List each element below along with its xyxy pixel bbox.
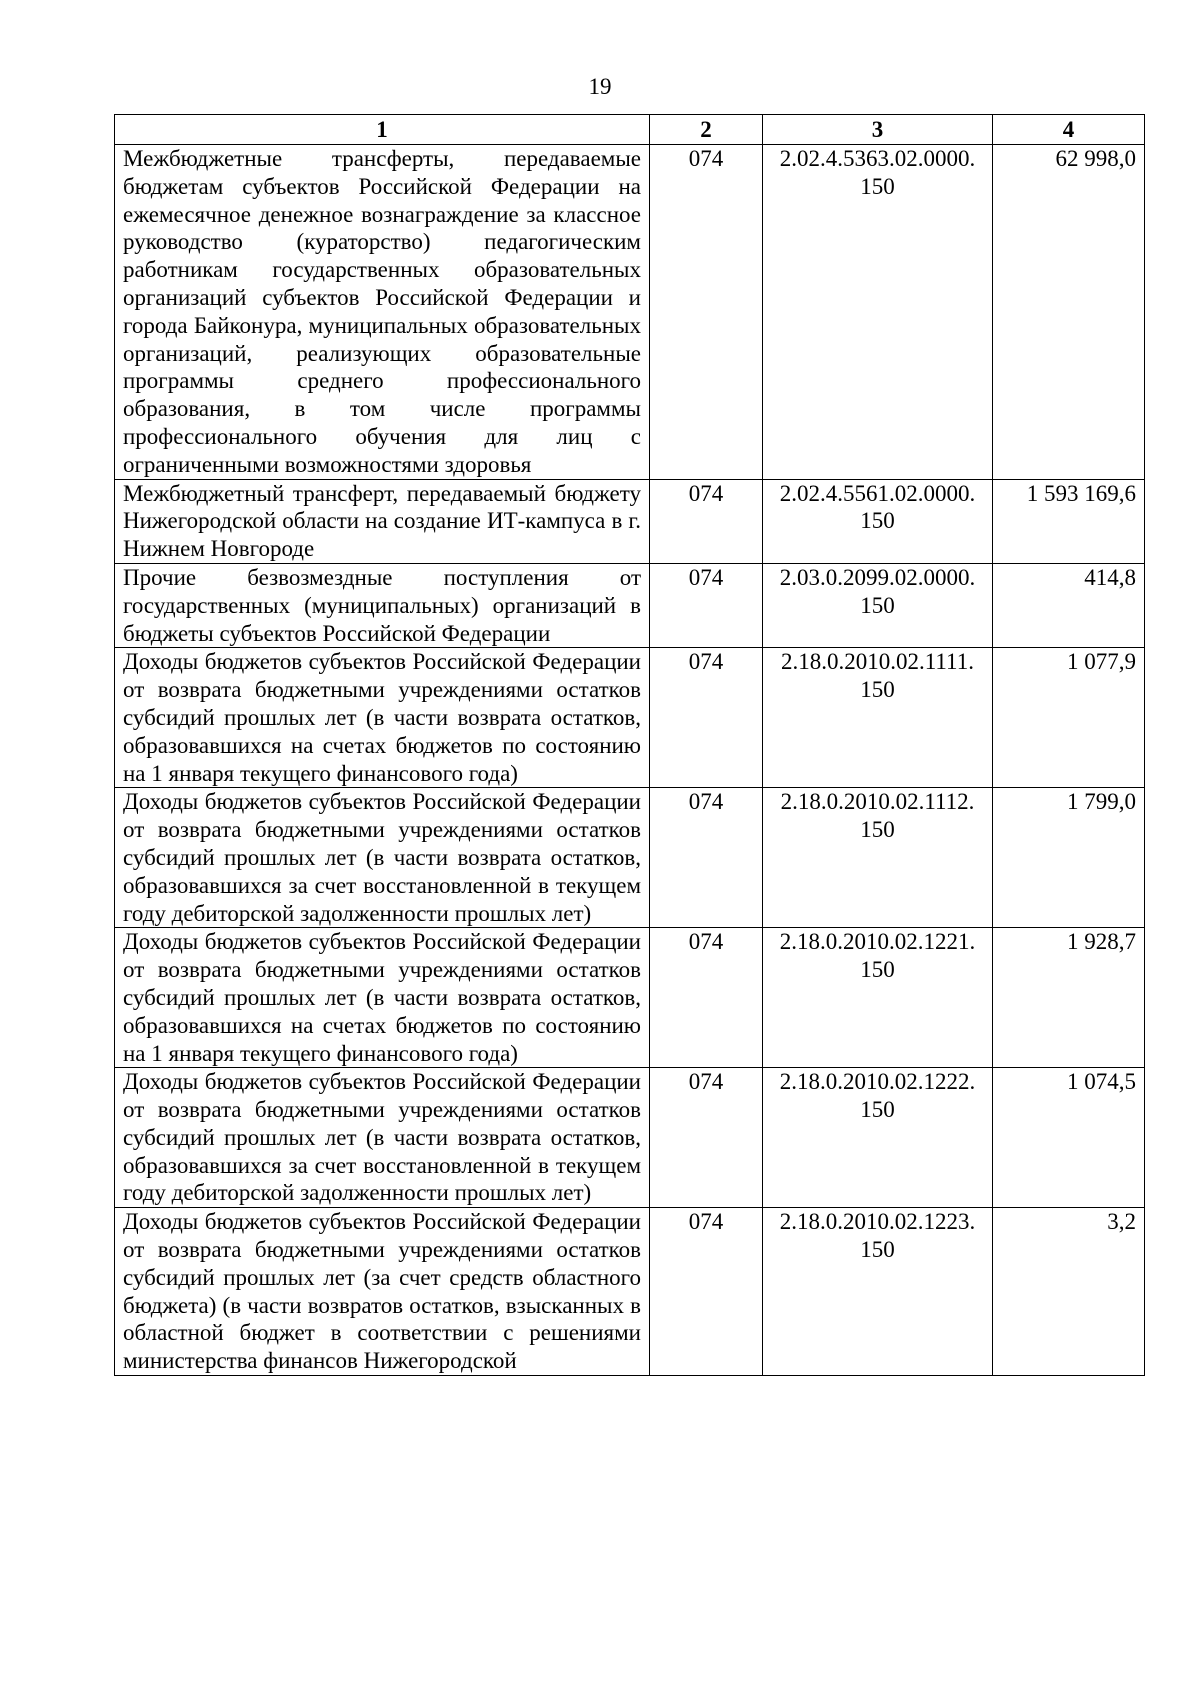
revenue-code-suffix: 150 [860,173,895,199]
table-row [115,788,1145,928]
page-number: 19 [588,74,612,99]
revenue-code-suffix: 150 [860,817,895,843]
budget-revenue-table [114,114,1145,1376]
revenue-code-suffix: 150 [860,508,895,534]
row-description: Доходы бюджетов субъектов Российской Федерации от возврата бюджетными учреждениями остатков субсидий прошлых лет (в части возврата остатков, образовавшихся на счетах бюджетов по состоянию на 1 января текущего финансового года) [115,648,650,788]
table-row [115,563,1145,647]
row-amount: 1 074,5 [993,1068,1145,1208]
revenue-code-main: 2.02.4.5561.02.0000. [779,480,976,506]
row-amount: 1 593 169,6 [993,479,1145,563]
row-revenue-code [763,1208,993,1376]
row-admin-code: 074 [650,563,763,647]
table-row [115,145,1145,480]
revenue-code-main: 2.18.0.2010.02.1221. [779,929,976,955]
row-revenue-code [763,145,993,480]
revenue-code-main: 2.18.0.2010.02.1223. [779,1209,976,1235]
table-header-row [115,115,1145,145]
row-description: Доходы бюджетов субъектов Российской Федерации от возврата бюджетными учреждениями остатков субсидий прошлых лет (в части возврата остатков, образовавшихся за счет восстановленной в текущем году дебиторской задолженности прошлых лет) [115,788,650,928]
row-revenue-code [763,1068,993,1208]
row-admin-code: 074 [650,1068,763,1208]
row-admin-code: 074 [650,928,763,1068]
revenue-code-suffix: 150 [860,1097,895,1123]
row-admin-code: 074 [650,145,763,480]
row-amount: 414,8 [993,563,1145,647]
revenue-code-main: 2.03.0.2099.02.0000. [779,564,976,590]
row-revenue-code [763,648,993,788]
row-admin-code: 074 [650,648,763,788]
table-row [115,479,1145,563]
row-admin-code: 074 [650,788,763,928]
revenue-code-suffix: 150 [860,957,895,983]
row-description: Доходы бюджетов субъектов Российской Федерации от возврата бюджетными учреждениями остатков субсидий прошлых лет (за счет средств областного бюджета) (в части возвратов остатков, взысканных в областной бюджет в соответствии с решениями министерства финансов Нижегородской [115,1208,650,1376]
row-amount: 1 799,0 [993,788,1145,928]
revenue-code-suffix: 150 [860,677,895,703]
revenue-code-suffix: 150 [860,1237,895,1263]
table-row [115,928,1145,1068]
revenue-code-main: 2.18.0.2010.02.1111. [781,649,974,675]
row-revenue-code [763,563,993,647]
row-description: Доходы бюджетов субъектов Российской Федерации от возврата бюджетными учреждениями остатков субсидий прошлых лет (в части возврата остатков, образовавшихся на счетах бюджетов по состоянию на 1 января текущего финансового года) [115,928,650,1068]
row-admin-code: 074 [650,1208,763,1376]
revenue-code-suffix: 150 [860,592,895,618]
header-cell-amount: 4 [993,115,1145,145]
row-revenue-code [763,928,993,1068]
row-amount: 62 998,0 [993,145,1145,480]
table-row [115,1208,1145,1376]
row-description: Межбюджетный трансферт, передаваемый бюджету Нижегородской области на создание ИТ-кампуса в г. Нижнем Новгороде [115,479,650,563]
revenue-code-main: 2.18.0.2010.02.1222. [779,1069,976,1095]
revenue-code-main: 2.02.4.5363.02.0000. [779,146,976,171]
revenue-code-main: 2.18.0.2010.02.1112. [780,789,975,815]
row-description: Доходы бюджетов субъектов Российской Федерации от возврата бюджетными учреждениями остатков субсидий прошлых лет (в части возврата остатков, образовавшихся за счет восстановленной в текущем году дебиторской задолженности прошлых лет) [115,1068,650,1208]
row-description: Прочие безвозмездные поступления от государственных (муниципальных) организаций в бюджеты субъектов Российской Федерации [115,563,650,647]
header-cell-revenue-code: 3 [763,115,993,145]
row-amount: 1 077,9 [993,648,1145,788]
row-revenue-code [763,479,993,563]
table-row [115,1068,1145,1208]
row-amount: 1 928,7 [993,928,1145,1068]
header-cell-description: 1 [115,115,650,145]
row-amount: 3,2 [993,1208,1145,1376]
header-cell-admin-code: 2 [650,115,763,145]
table-row [115,648,1145,788]
row-admin-code: 074 [650,479,763,563]
row-description: Межбюджетные трансферты, передаваемые бюджетам субъектов Российской Федерации на ежемесячное денежное вознаграждение за классное руководство (кураторство) педагогическим работникам государственных образовательных организаций субъектов Российской Федерации и города Байконура, муниципальных образовательных организаций, реализующих образовательные программы среднего профессионального образования, в том числе программы профессионального обучения для лиц с ограниченными возможностями здоровья [115,145,650,480]
row-revenue-code [763,788,993,928]
